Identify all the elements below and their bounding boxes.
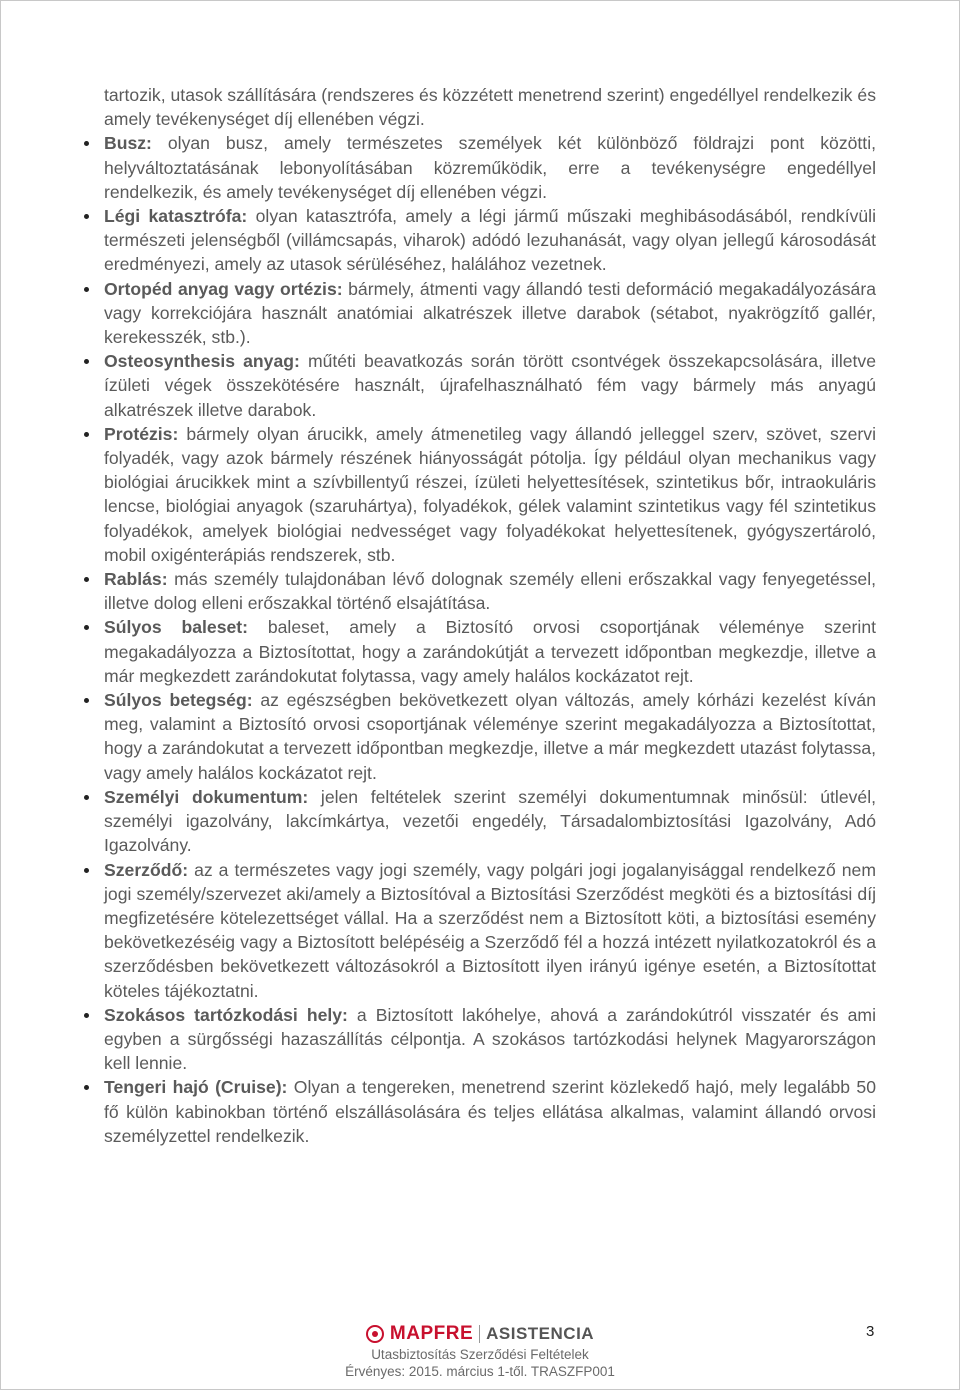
definition-text: olyan katasztrófa, amely a légi jármű műszaki meghibásodásából, rendkívüli természeti jelenségből (villámcsapás, viharok) adódó lezuhanását, vagy olyan jellegű károsodását eredményezi, amely az utasok sérüléséhez, halálához vezetnek. [104, 206, 876, 275]
definition-text: bármely, átmenti vagy állandó testi deformáció megakadályozására vagy korrekciójára használt anatómiai alkatrészek illetve darabok (sétabot, nyakrögzítő gallér, kerekesszék, stb.). [104, 278, 876, 348]
bullet-icon [84, 1013, 89, 1018]
bullet-icon [84, 287, 89, 292]
definition-term: Ortopéd anyag vagy ortézis: [104, 278, 343, 299]
definition-text: más személy tulajdonában lévő dolognak személy elleni erőszakkal vagy fenyegetéssel, illetve dolog elleni erőszakkal történő elsajátítása. [104, 569, 876, 614]
footer [0, 1322, 960, 1380]
definition-item [104, 858, 876, 1003]
definition-item [104, 349, 876, 422]
definition-item [104, 567, 876, 615]
definition-item [104, 277, 876, 350]
document-body [104, 83, 876, 1148]
definition-term: Rablás: [104, 569, 168, 590]
brand-divider [479, 1325, 480, 1343]
definition-term: Tengeri hajó (Cruise): [104, 1077, 288, 1098]
bullet-icon [84, 214, 89, 219]
definition-text: az a természetes vagy jogi személy, vagy polgári jogi jogalanyisággal rendelkező nem jogi személy/szervezet aki/amely a Biztosítóval a Biztosítási Szerződést megköti és a biztosítási díj megfizetésére kötelezettséget vállal. Ha a szerződést nem a Biztosított köti, a biztosítási esemény bekövetkezéséig vagy a Biztosított belépéséig a Szerződő fél a hozzá intézett nyilatkozatokról és a szerződésben bekövetkezett változásokról a Biztosított ilyen irányú igénye esetén, a Biztosítottat köteles tájékoztatni. [104, 859, 876, 1001]
definition-item [104, 688, 876, 785]
definition-item [104, 422, 876, 567]
footer-title: Utasbiztosítás Szerződési Feltételek [371, 1347, 589, 1362]
definition-term: Osteosynthesis anyag: [104, 351, 300, 372]
definition-text: baleset, amely a Biztosító orvosi csoportjának véleménye szerint megakadályozza a Biztosítottat, hogy a zarándokútját a tervezett időpontban megkezdje, illetve a már megkezdett zarándokutat folytassa, vagy amely halálos kockázatot rejt. [104, 617, 876, 686]
definition-text: olyan busz, amely természetes személyek két különböző földrajzi pont közötti, helyváltoztatásának lebonyolításában közreműködik, erre a tevékenységre engedéllyel rendelkezik, és amely tevékenységet díj ellenében végzi. [104, 133, 876, 202]
page-number: 3 [866, 1323, 875, 1340]
bullet-icon [84, 868, 89, 873]
definition-text: műtéti beavatkozás során törött csontvégek összekapcsolására, illetve ízületi végek összekötésére használt, újrafelhasználható fém vagy bármely más anyagú alkatrészek illetve darabok. [104, 351, 876, 420]
footer-validity: Érvényes: 2015. március 1-től. TRASZFP001 [345, 1364, 615, 1379]
definition-item [104, 1075, 876, 1148]
definition-term: Súlyos baleset: [104, 617, 249, 638]
definition-item [104, 615, 876, 688]
definition-term: Személyi dokumentum: [104, 786, 309, 807]
definition-text: az egészségben bekövetkezett olyan változás, amely kórházi kezelést kíván meg, valamint a Biztosító orvosi csoportjának véleménye szerint megakadályozza a Biztosítottat, hogy a zarándokutat a tervezett időpontban megkezdje, illetve a már megkezdett utazást folytassa, vagy amely halálos kockázatot rejt. [104, 690, 876, 783]
brand-logo [0, 1322, 960, 1346]
definition-item [104, 204, 876, 277]
bullet-icon [84, 795, 89, 800]
intro-paragraph: tartozik, utasok szállítására (rendszeres és közzétett menetrend szerint) engedéllyel rendelkezik és amely tevékenységet díj ellenében végzi. [104, 85, 876, 130]
definition-term: Szokásos tartózkodási hely: [104, 1004, 348, 1025]
definition-term: Súlyos betegség: [104, 690, 253, 711]
definition-text: jelen feltételek szerint személyi dokumentumnak minősül: útlevél, személyi igazolvány, lakcímkártya, vezetői engedély, Társadalombiztosítási Igazolvány, Adó Igazolvány. [104, 786, 876, 856]
definition-text: Olyan a tengereken, menetrend szerint közlekedő hajó, mely legalább 50 fő külön kabinokban történő elszállásolására és teljes ellátása alkalmas, valamint állandó orvosi személyzettel rendelkezik. [104, 1077, 876, 1146]
definition-text: bármely olyan árucikk, amely átmenetileg vagy állandó jelleggel szerv, szövet, szervi folyadék, vagy azok bármely részének hiányosságát pótolja. Így például olyan mechanikus vagy biológiai árucikkek mint a szívbillentyű részei, ízületi helyettesítések, szintetikus bőr, intraokuláris lencse, biológiai anyagok (szaruhártya), folyadékok, gélek valamint szintetikus vagy fél szintetikus folyadékok, amelyek biológiai nedvességet vagy folyadékokat helyettesítenek, gyógyszertároló, mobil oxigénterápiás rendszerek, stb. [104, 423, 876, 565]
definition-term: Protézis: [104, 423, 179, 444]
mapfre-logo-icon [366, 1325, 384, 1343]
definition-term: Légi katasztrófa: [104, 206, 248, 227]
definition-text: a Biztosított lakóhelye, ahová a zarándokútról visszatér és ami egyben a sürgősségi hazaszállítás célpontja. A szokásos tartózkodási helynek Magyarországon kell lennie. [104, 1004, 876, 1074]
brand-secondary: ASISTENCIA [486, 1324, 595, 1343]
definition-term: Szerződő: [104, 859, 189, 880]
bullet-icon [84, 432, 89, 437]
definition-item [104, 785, 876, 858]
definition-term: Busz: [104, 133, 152, 154]
definition-list [104, 131, 876, 1148]
definition-item [104, 1003, 876, 1076]
brand-primary: MAPFRE [389, 1323, 474, 1344]
definition-item [104, 131, 876, 204]
